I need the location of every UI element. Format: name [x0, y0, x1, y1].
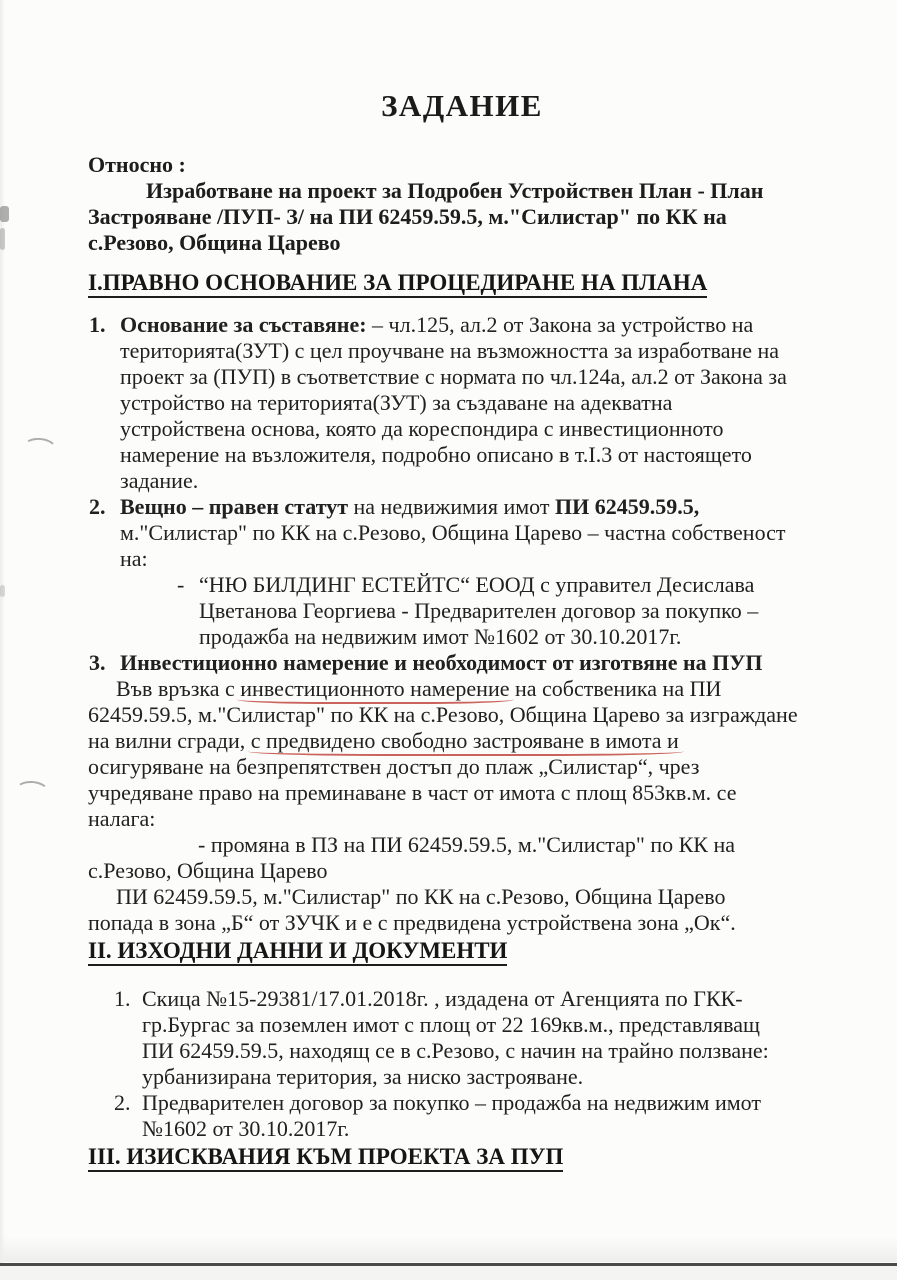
scan-smudge [0, 585, 5, 597]
list-number: 1. [114, 986, 131, 1011]
text-line: на: [120, 546, 148, 571]
text-segment: Във връзка с [116, 676, 241, 701]
item-3-paragraph-2 [88, 884, 836, 936]
section-1-heading [88, 270, 836, 296]
item-2-property-id: ПИ 62459.59.5, [554, 494, 700, 519]
text-segment: на вилни сгради, [88, 728, 251, 753]
item-2-lead: Вещно – правен статут [120, 494, 349, 519]
text-line: устройство на територията(ЗУТ) за създаване на адекватна [120, 390, 673, 415]
text-line [120, 494, 836, 520]
text-line [88, 728, 836, 754]
document-content [88, 0, 836, 1170]
scan-smudge [0, 228, 5, 250]
section-2-list [88, 986, 836, 1142]
text-line: ПИ 62459.59.5, находящ се в с.Резово, с начин на трайно ползване: [142, 1038, 769, 1063]
section-1-list [88, 312, 836, 936]
text-segment: на собственика на ПИ [509, 676, 722, 701]
document-title: ЗАДАНИЕ [381, 88, 543, 123]
text-line: налага: [88, 806, 156, 831]
section-2-heading [88, 938, 836, 964]
text-line: “НЮ БИЛДИНГ ЕСТЕЙТС“ ЕООД с управител Десислава [199, 572, 755, 597]
list-number: 3. [89, 650, 106, 675]
item-3-heading: Инвестиционно намерение и необходимост от изготвяне на ПУП [120, 650, 763, 675]
text-line: гр.Бургас за поземлен имот с площ от 22 169кв.м., представляващ [142, 1012, 760, 1037]
red-underlined-text: инвестиционното намерение [240, 676, 510, 701]
text-line: осигуряване на безпрепятствен достъп до плаж „Силистар“, чрез [88, 754, 700, 779]
text-line: 62459.59.5, м."Силистар" по КК на с.Резово, Община Царево за изграждане [88, 702, 798, 727]
list-item [88, 1090, 836, 1142]
hole-punch-mark-bottom [14, 780, 49, 803]
text-line: устройствена основа, която да кореспондира с инвестиционното [120, 416, 724, 441]
item-3-paragraph-1 [88, 676, 836, 832]
change-sub-item-continuation: с.Резово, Община Царево [88, 858, 328, 883]
regarding-block [88, 152, 836, 256]
text-line [120, 312, 836, 338]
item-1-rest: – чл.125, ал.2 от Закона за устройство на [366, 312, 754, 337]
list-number: 2. [114, 1090, 131, 1115]
text-line [120, 650, 836, 676]
text-line: намерение на възложителя, подробно описано в т.I.3 от настоящето [120, 442, 752, 467]
dash-bullet: - [177, 572, 185, 597]
scan-left-edge-shading [0, 0, 5, 1280]
text-line: територията(ЗУТ) с цел проучване на възможността за изработване на [120, 338, 780, 363]
text-line: ПИ 62459.59.5, м."Силистар" по КК на с.Резово, Община Царево [116, 884, 726, 909]
hole-punch-mark-top [22, 436, 58, 460]
regarding-line: Изработване на проект за Подробен Устройствен План - План [146, 178, 764, 203]
text-line: Цветанова Георгиева - Предварителен договор за покупко – [199, 598, 759, 623]
section-3-heading-text: III. ИЗИСКВАНИЯ КЪМ ПРОЕКТА ЗА ПУП [88, 1144, 563, 1172]
scan-background-below-page [0, 1266, 897, 1280]
text-line: задание. [120, 468, 199, 493]
change-sub-item: - промяна в ПЗ на ПИ 62459.59.5, м."Силистар" по КК на [198, 832, 736, 857]
text-line: проект за (ПУП) в съответствие с нормата по чл.124а, ал.2 от Закона за [120, 364, 787, 389]
owner-sub-item [177, 572, 836, 650]
item-1-lead: Основание за съставяне: [120, 312, 367, 337]
list-item-2 [88, 494, 836, 650]
list-number: 1. [89, 312, 106, 337]
text-line: урбанизирана територия, за ниско застрояване. [142, 1064, 584, 1089]
text-line [88, 676, 836, 702]
list-item-3 [88, 650, 836, 676]
page-bottom-shading [0, 1236, 897, 1262]
regarding-line: с.Резово, Община Царево [88, 230, 341, 255]
item-2-mid: на недвижимия имот [348, 494, 555, 519]
red-underlined-text: с предвидено свободно застрояване в имота и [250, 728, 679, 753]
section-2-heading-text: II. ИЗХОДНИ ДАННИ И ДОКУМЕНТИ [88, 938, 507, 966]
text-line: №1602 от 30.10.2017г. [142, 1116, 350, 1141]
text-line: учредяване право на преминаване в част от имота с площ 853кв.м. се [88, 780, 737, 805]
text-line: продажба на недвижим имот №1602 от 30.10.2017г. [199, 624, 682, 649]
list-item-1 [88, 312, 836, 494]
section-1-heading-text: I.ПРАВНО ОСНОВАНИЕ ЗА ПРОЦЕДИРАНЕ НА ПЛАНА [88, 270, 707, 298]
list-number: 2. [89, 494, 106, 519]
scan-smudge [0, 206, 9, 222]
section-3-heading [88, 1144, 836, 1170]
text-line: попада в зона „Б“ от ЗУЧК и е с предвидена устройствена зона „Ок“. [88, 910, 736, 935]
regarding-label: Относно : [88, 152, 186, 177]
regarding-line: Застрояване /ПУП- З/ на ПИ 62459.59.5, м."Силистар" по КК на [88, 204, 727, 229]
text-line: Скица №15-29381/17.01.2018г. , издадена от Агенцията по ГКК- [142, 986, 743, 1011]
text-line: м."Силистар" по КК на с.Резово, Община Царево – частна собственост [120, 520, 786, 545]
text-line: Предварителен договор за покупко – продажба на недвижим имот [142, 1090, 761, 1115]
list-item [88, 986, 836, 1090]
